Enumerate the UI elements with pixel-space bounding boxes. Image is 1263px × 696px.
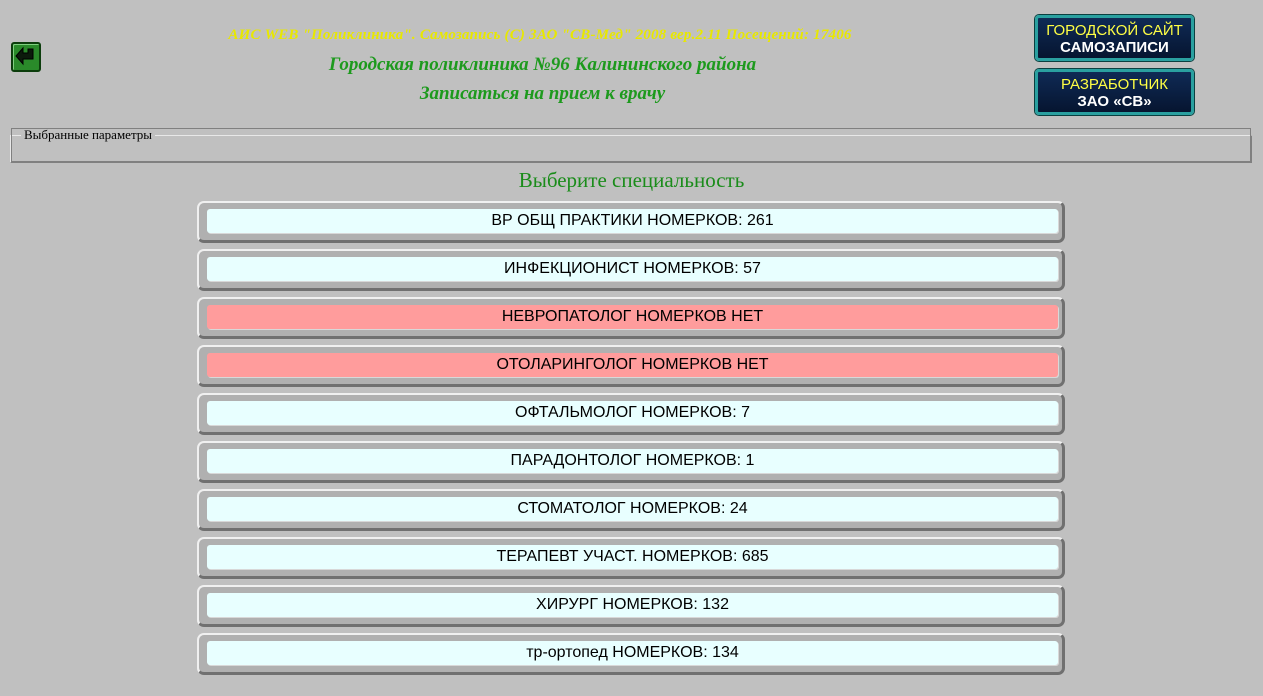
developer-line2: ЗАО «СВ» xyxy=(1077,93,1152,110)
page-title: Записаться на прием к врачу xyxy=(419,83,666,104)
specialty-label: тр-ортопед НОМЕРКОВ: 134 xyxy=(207,641,1058,665)
specialty-row[interactable] xyxy=(197,393,1065,435)
specialty-row[interactable] xyxy=(197,297,1065,339)
specialty-label: ОТОЛАРИНГОЛОГ НОМЕРКОВ НЕТ xyxy=(207,353,1058,377)
developer-button[interactable] xyxy=(1035,69,1194,115)
specialty-row[interactable] xyxy=(197,585,1065,627)
developer-line1: РАЗРАБОТЧИК xyxy=(1061,76,1168,93)
selected-params-group xyxy=(10,127,1252,163)
city-site-line1: ГОРОДСКОЙ САЙТ xyxy=(1046,22,1183,39)
specialty-row[interactable] xyxy=(197,441,1065,483)
specialty-row[interactable] xyxy=(197,249,1065,291)
specialty-row[interactable] xyxy=(197,201,1065,243)
city-site-line2: САМОЗАПИСИ xyxy=(1060,39,1169,56)
app-info-line: АИС WEB "Поликлиника". Самозапись (С) ЗАО "СВ-Мед" 2008 вер.2.11 Посещений: 17406 xyxy=(228,27,852,43)
clinic-name: Городская поликлиника №96 Калининского района xyxy=(328,54,757,75)
specialty-row[interactable] xyxy=(197,537,1065,579)
specialty-label: ТЕРАПЕВТ УЧАСТ. НОМЕРКОВ: 685 xyxy=(207,545,1058,569)
specialty-label: ОФТАЛЬМОЛОГ НОМЕРКОВ: 7 xyxy=(207,401,1058,425)
specialty-list xyxy=(197,201,1065,681)
specialty-label: ИНФЕКЦИОНИСТ НОМЕРКОВ: 57 xyxy=(207,257,1058,281)
section-title: Выберите специальность xyxy=(518,168,745,192)
specialty-label: ВР ОБЩ ПРАКТИКИ НОМЕРКОВ: 261 xyxy=(207,209,1058,233)
specialty-row[interactable] xyxy=(197,633,1065,675)
specialty-label: ХИРУРГ НОМЕРКОВ: 132 xyxy=(207,593,1058,617)
specialty-label: СТОМАТОЛОГ НОМЕРКОВ: 24 xyxy=(207,497,1058,521)
selected-params-legend: Выбранные параметры xyxy=(24,127,153,142)
specialty-label: НЕВРОПАТОЛОГ НОМЕРКОВ НЕТ xyxy=(207,305,1058,329)
specialty-label: ПАРАДОНТОЛОГ НОМЕРКОВ: 1 xyxy=(207,449,1058,473)
city-site-button[interactable] xyxy=(1035,15,1194,61)
specialty-row[interactable] xyxy=(197,345,1065,387)
specialty-row[interactable] xyxy=(197,489,1065,531)
